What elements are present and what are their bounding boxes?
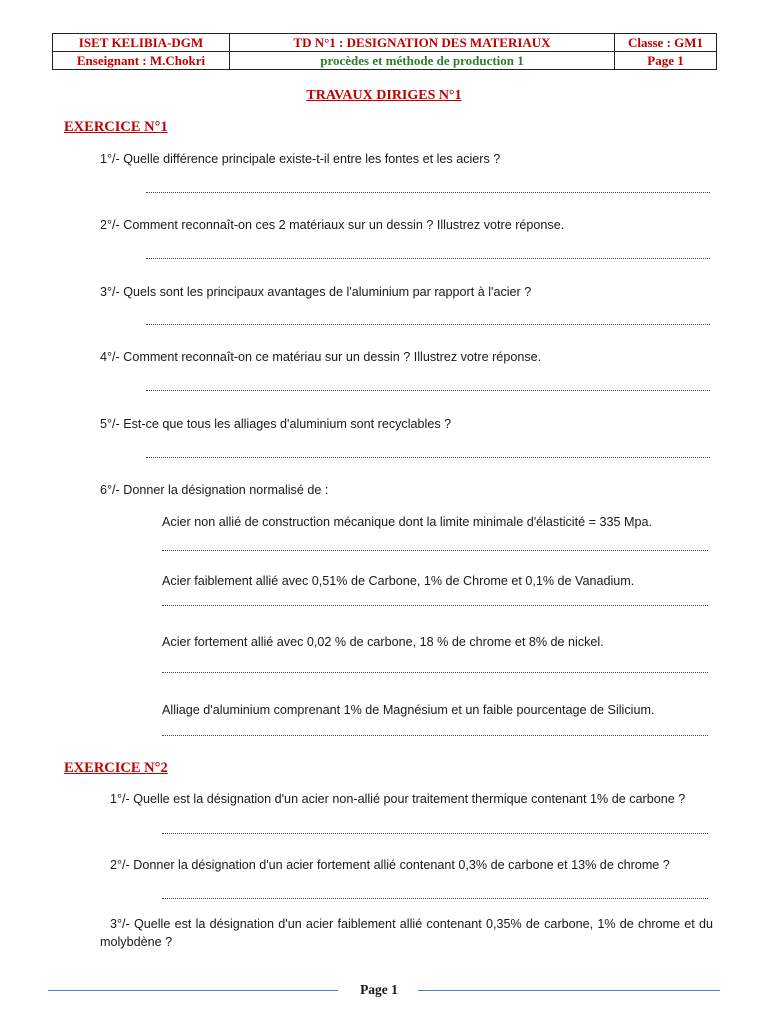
exercise-1-title: EXERCICE N°1 [64,119,168,135]
footer-rule-right [418,990,720,991]
footer-page-label: Page 1 [360,982,398,997]
question-6: 6°/- Donner la désignation normalisé de : [100,483,329,497]
designation-item-1: Acier non allié de construction mécanique dont la limite minimale d'élasticité = 335 Mpa. [162,515,652,529]
ex2-question-2: 2°/- Donner la désignation d'un acier fortement allié contenant 0,3% de carbone et 13% de chrome ? [110,858,670,872]
answer-line-6a[interactable] [162,550,708,551]
institution-cell: ISET KELIBIA-DGM [53,34,230,52]
designation-item-2: Acier faiblement allié avec 0,51% de Carbone, 1% de Chrome et 0,1% de Vanadium. [162,574,635,588]
designation-item-3: Acier fortement allié avec 0,02 % de carbone, 18 % de chrome et 8% de nickel. [162,635,604,649]
page-title: TRAVAUX DIRIGES N°1 [306,88,462,103]
answer-line-1[interactable] [146,192,710,193]
doc-title-cell: TD N°1 : DESIGNATION DES MATERIAUX [230,34,615,52]
question-2: 2°/- Comment reconnaît-on ces 2 matériaux sur un dessin ? Illustrez votre réponse. [100,218,565,232]
answer-line-6c[interactable] [162,672,708,673]
course-cell: procèdes et méthode de production 1 [230,52,615,70]
class-cell: Classe : GM1 [615,34,717,52]
answer-line-2[interactable] [146,258,710,259]
answer-line-6d[interactable] [162,735,708,736]
answer-line-3[interactable] [146,324,710,325]
ex2-answer-line-2[interactable] [162,898,708,899]
page-cell: Page 1 [615,52,717,70]
header-table [52,33,717,70]
answer-line-4[interactable] [146,390,710,391]
question-3: 3°/- Quels sont les principaux avantages de l'aluminium par rapport à l'acier ? [100,285,532,299]
answer-line-6b[interactable] [162,605,708,606]
answer-line-5[interactable] [146,457,710,458]
teacher-cell: Enseignant : M.Chokri [53,52,230,70]
question-4: 4°/- Comment reconnaît-on ce matériau sur un dessin ? Illustrez votre réponse. [100,350,542,364]
question-1: 1°/- Quelle différence principale existe-t-il entre les fontes et les aciers ? [100,152,501,166]
ex2-answer-line-1[interactable] [162,833,708,834]
ex2-question-3: 3°/- Quelle est la désignation d'un acier faiblement allié contenant 0,35% de carbone, 1% de chrome et du molybdène ? [100,917,713,949]
footer-rule-left [48,990,338,991]
question-5: 5°/- Est-ce que tous les alliages d'aluminium sont recyclables ? [100,417,452,431]
exercise-2-title: EXERCICE N°2 [64,760,168,776]
designation-item-4: Alliage d'aluminium comprenant 1% de Magnésium et un faible pourcentage de Silicium. [162,703,655,717]
ex2-question-1: 1°/- Quelle est la désignation d'un acier non-allié pour traitement thermique contenant 1% de carbone ? [110,792,686,806]
